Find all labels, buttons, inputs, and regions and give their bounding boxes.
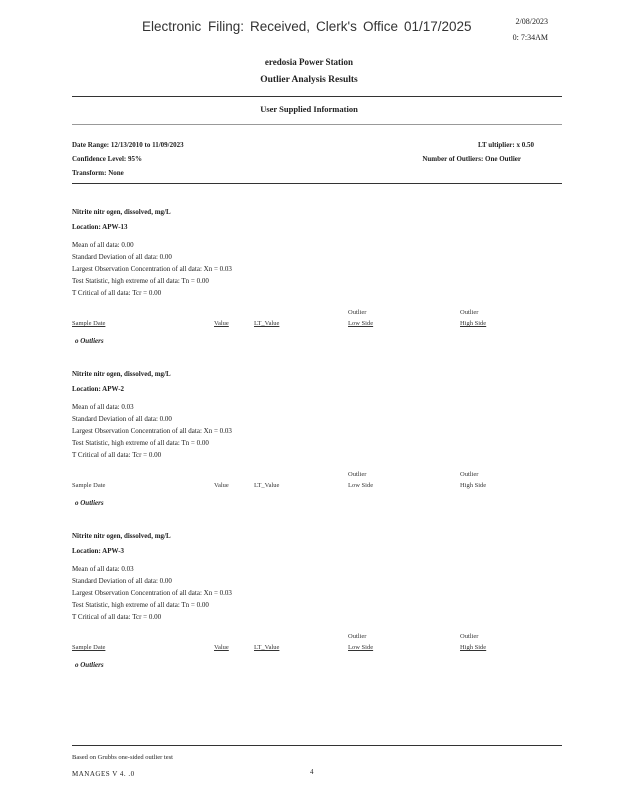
location-block-1: [72, 208, 562, 378]
col-sample-date: Sample Date: [72, 482, 106, 489]
mean-stat: Mean of all data: 0.03: [72, 403, 134, 411]
no-outliers-label: o Outliers: [75, 337, 104, 345]
location-label: Location: APW-2: [72, 385, 125, 393]
col-value: Value: [214, 482, 229, 489]
header-divider: [72, 96, 562, 97]
col-low-side: Low Side: [348, 482, 374, 489]
info-divider: [72, 183, 562, 184]
banner-date: 01/17/2025: [404, 19, 472, 34]
col-low-side: Low Side: [348, 644, 374, 651]
lt-multiplier: LT ultiplier: x 0.50: [477, 141, 534, 149]
col-high-side: High Side: [460, 482, 487, 489]
col-sample-date: Sample Date: [72, 644, 106, 651]
transform: Transform: None: [72, 169, 124, 177]
section-divider: [72, 124, 562, 125]
test-statistic: Test Statistic, high extreme of all data: Tn = 0.00: [72, 601, 209, 609]
banner-filing: Filing:: [208, 19, 245, 34]
sd-stat: Standard Deviation of all data: 0.00: [72, 415, 172, 423]
mean-stat: Mean of all data: 0.03: [72, 565, 134, 573]
t-critical: T Critical of all data: Tcr = 0.00: [72, 451, 162, 459]
side-date: 2/08/2023: [515, 17, 548, 26]
col-high-side: High Side: [460, 644, 487, 651]
footer-divider: [72, 745, 562, 746]
date-range: Date Range: 12/13/2010 to 11/09/2023: [72, 141, 184, 149]
software-version: MANAGES V 4. .0: [72, 770, 135, 778]
t-critical: T Critical of all data: Tcr = 0.00: [72, 289, 162, 297]
col-lt-value: LT_Value: [254, 644, 280, 651]
test-statistic: Test Statistic, high extreme of all data: Tn = 0.00: [72, 277, 209, 285]
section-title: User Supplied Information: [260, 104, 358, 114]
location-label: Location: APW-3: [72, 547, 125, 555]
outlier-header-high: Outlier: [460, 309, 479, 316]
largest-observation-stat: Largest Observation Concentration of all data: Xn = 0.03: [72, 589, 232, 597]
location-block-3: [72, 532, 562, 702]
outlier-header-high: Outlier: [460, 633, 479, 640]
parameter-name: Nitrite nitr ogen, dissolved, mg/L: [72, 532, 171, 540]
outlier-header-low: Outlier: [348, 471, 367, 478]
no-outliers-label: o Outliers: [75, 661, 104, 669]
outlier-header-low: Outlier: [348, 633, 367, 640]
col-high-side: High Side: [460, 320, 487, 327]
largest-observation-stat: Largest Observation Concentration of all data: Xn = 0.03: [72, 265, 232, 273]
report-title: Outlier Analysis Results: [260, 75, 358, 85]
col-lt-value: LT_Value: [254, 320, 280, 327]
col-lt-value: LT_Value: [254, 482, 280, 489]
footer-note: Based on Grubbs one-sided outlier test: [72, 754, 173, 761]
col-value: Value: [214, 644, 229, 651]
banner-received: Received,: [250, 19, 311, 34]
test-statistic: Test Statistic, high extreme of all data: Tn = 0.00: [72, 439, 209, 447]
col-value: Value: [214, 320, 229, 327]
side-time: 0: 7:34AM: [512, 33, 548, 42]
col-low-side: Low Side: [348, 320, 374, 327]
sd-stat: Standard Deviation of all data: 0.00: [72, 253, 172, 261]
outlier-header-low: Outlier: [348, 309, 367, 316]
col-sample-date: Sample Date: [72, 320, 106, 327]
largest-observation-stat: Largest Observation Concentration of all data: Xn = 0.03: [72, 427, 232, 435]
t-critical: T Critical of all data: Tcr = 0.00: [72, 613, 162, 621]
parameter-name: Nitrite nitr ogen, dissolved, mg/L: [72, 370, 171, 378]
side-stamp: [513, 14, 548, 46]
banner-office: Office: [363, 19, 399, 34]
banner-clerks: Clerk's: [316, 19, 357, 34]
page-number: 4: [310, 768, 314, 776]
confidence-level: Confidence Level: 95%: [72, 155, 142, 163]
location-block-2: [72, 370, 562, 540]
outlier-header-high: Outlier: [460, 471, 479, 478]
banner-electronic: Electronic: [142, 19, 202, 34]
number-of-outliers: Number of Outliers: One Outlier: [422, 155, 521, 163]
station-name: eredosia Power Station: [264, 57, 354, 67]
sd-stat: Standard Deviation of all data: 0.00: [72, 577, 172, 585]
location-label: Location: APW-13: [72, 223, 128, 231]
mean-stat: Mean of all data: 0.00: [72, 241, 134, 249]
no-outliers-label: o Outliers: [75, 499, 104, 507]
parameter-name: Nitrite nitr ogen, dissolved, mg/L: [72, 208, 171, 216]
